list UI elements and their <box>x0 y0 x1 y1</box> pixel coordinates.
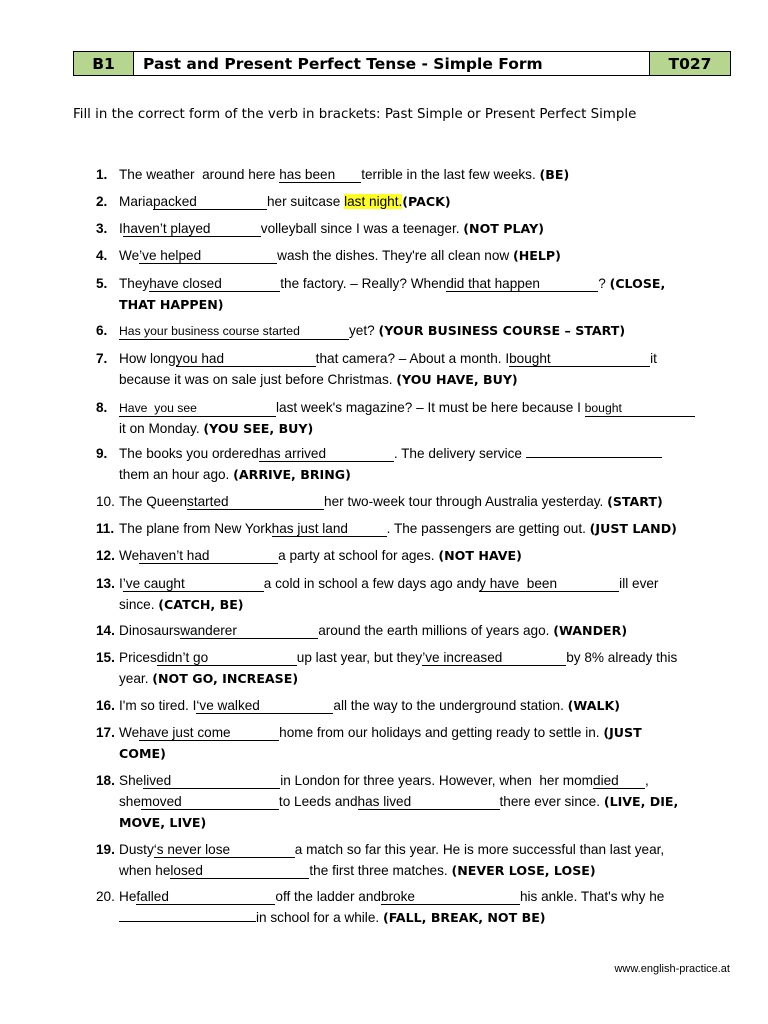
verb-hint: (LIVE, DIE, <box>603 794 679 809</box>
verb-hint: (ARRIVE, BRING) <box>233 467 351 482</box>
answer-blank[interactable]: started <box>187 494 324 510</box>
verb-hint: (BE) <box>539 167 570 182</box>
question-number: 9. <box>96 446 108 461</box>
answer-blank[interactable]: lived <box>143 773 280 789</box>
question-number: 17. <box>96 725 115 740</box>
question-12: 12. Wehaven’t had a party at school for ages. (NOT HAVE) <box>96 545 746 566</box>
question-18: 18. Shelived in London for three years. However, when her momdied , shemoved to Leeds andhas lived there ever since. (LIVE, DIE, MOVE, LIVE) <box>96 770 746 833</box>
verb-hint: COME) <box>119 746 166 761</box>
question-number: 19. <box>96 842 115 857</box>
question-number: 11. <box>96 521 115 536</box>
worksheet-title: Past and Present Perfect Tense - Simple Form <box>134 52 650 75</box>
question-number: 10. <box>96 494 115 509</box>
question-5: 5. Theyhave closed the factory. – Really? Whendid that happen ? (CLOSE, THAT HAPPEN) <box>96 273 746 315</box>
footer-url: www.english-practice.at <box>614 963 730 975</box>
answer-blank[interactable]: losed <box>170 863 309 879</box>
question-number: 13. <box>96 576 115 591</box>
question-number: 12. <box>96 548 115 563</box>
question-11: 11. The plane from New Yorkhas just land . The passengers are getting out. (JUST LAND) <box>96 518 746 539</box>
answer-blank[interactable]: y have been <box>479 576 619 592</box>
verb-hint: MOVE, LIVE) <box>119 815 207 830</box>
level-label: B1 <box>74 52 134 75</box>
verb-hint: (NOT GO, INCREASE) <box>152 671 299 686</box>
answer-blank[interactable]: broke <box>381 889 520 905</box>
answer-blank[interactable]: ‘ve walked <box>196 698 333 714</box>
answer-blank[interactable]: did that happen <box>446 276 598 292</box>
question-16: 16. I'm so tired. I‘ve walked all the way to the underground station. (WALK) <box>96 695 746 716</box>
question-7: 7. How longyou had that camera? – About a month. Ibought it because it was on sale just before Christmas. (YOU HAVE, BUY) <box>96 348 746 390</box>
question-number: 18. <box>96 773 115 788</box>
question-number: 5. <box>96 276 108 291</box>
worksheet-code: T027 <box>650 52 730 75</box>
verb-hint: (NEVER LOSE, LOSE) <box>451 863 596 878</box>
answer-blank[interactable]: ‘s never lose <box>154 842 295 858</box>
answer-blank[interactable]: have closed <box>149 276 280 292</box>
answer-blank[interactable]: died <box>593 773 645 789</box>
highlighted-text: last night. <box>344 194 403 209</box>
answer-blank[interactable]: has arrived <box>259 446 394 462</box>
answer-blank[interactable] <box>119 921 256 922</box>
verb-hint: (YOU HAVE, BUY) <box>396 372 518 387</box>
question-number: 20. <box>96 889 115 904</box>
question-number: 4. <box>96 248 108 263</box>
question-number: 14. <box>96 623 115 638</box>
answer-blank[interactable]: didn’t go <box>157 650 297 666</box>
verb-hint: (HELP) <box>513 248 561 263</box>
answer-blank[interactable]: wanderer <box>180 623 318 639</box>
question-14: 14. Dinosaurswanderer around the earth millions of years ago. (WANDER) <box>96 620 746 641</box>
answer-blank[interactable]: has been <box>279 167 361 183</box>
question-15: 15. Pricesdidn’t go up last year, but they’ve increased by 8% already this year. (NOT GO, INCREASE) <box>96 647 746 689</box>
question-number: 1. <box>96 167 108 182</box>
answer-blank[interactable]: packed <box>153 194 267 210</box>
verb-hint: (YOU SEE, BUY) <box>203 421 314 436</box>
answer-blank[interactable]: ’ve helped <box>139 248 277 264</box>
verb-hint: (NOT HAVE) <box>438 548 522 563</box>
answer-blank[interactable]: ’ve increased <box>422 650 566 666</box>
question-number: 3. <box>96 221 108 236</box>
question-number: 15. <box>96 650 115 665</box>
verb-hint: (JUST <box>603 725 642 740</box>
answer-blank[interactable]: have just come <box>139 725 279 741</box>
answer-blank[interactable]: falled <box>136 889 275 905</box>
question-4: 4. We’ve helped wash the dishes. They're all clean now (HELP) <box>96 245 746 266</box>
verb-hint: (CLOSE, <box>609 276 666 291</box>
verb-hint: THAT HAPPEN) <box>119 297 224 312</box>
answer-blank[interactable]: has lived <box>358 794 500 810</box>
question-8: 8. Have you see last week's magazine? – It must be here because I bought it on Monday. (YOU SEE, BUY) <box>96 397 746 439</box>
answer-blank[interactable]: Have you see <box>119 401 276 417</box>
question-1: 1. The weather around here has been terrible in the last few weeks. (BE) <box>96 164 746 185</box>
question-17: 17. Wehave just come home from our holidays and getting ready to settle in. (JUST COME) <box>96 722 746 764</box>
answer-blank[interactable]: has just land <box>272 521 387 537</box>
verb-hint: (START) <box>607 494 663 509</box>
verb-hint: (NOT PLAY) <box>463 221 544 236</box>
question-number: 16. <box>96 698 115 713</box>
question-9: 9. The books you orderedhas arrived . The delivery service them an hour ago. (ARRIVE, BRING) <box>96 443 746 485</box>
question-number: 2. <box>96 194 108 209</box>
answer-blank[interactable] <box>526 457 662 458</box>
question-10: 10. The Queenstarted her two-week tour through Australia yesterday. (START) <box>96 491 746 512</box>
question-number: 7. <box>96 351 108 366</box>
question-20: 20. Hefalled off the ladder andbroke his ankle. That's why he in school for a while. (FALL, BREAK, NOT BE) <box>96 886 746 928</box>
answer-blank[interactable]: moved <box>141 794 279 810</box>
verb-hint: (WALK) <box>567 698 621 713</box>
answer-blank[interactable]: ’ve caught <box>123 576 264 592</box>
question-19: 19. Dusty‘s never lose a match so far this year. He is more successful than last year, when helosed the first three matches. (NEVER LOSE, LOSE) <box>96 839 746 881</box>
verb-hint: (WANDER) <box>553 623 628 638</box>
question-13: 13. I’ve caught a cold in school a few days ago andy have been ill ever since. (CATCH, BE) <box>96 573 746 615</box>
worksheet-header <box>73 51 731 76</box>
verb-hint: (PACK) <box>402 194 451 209</box>
answer-blank[interactable]: you had <box>176 351 316 367</box>
question-number: 8. <box>96 400 108 415</box>
verb-hint: (FALL, BREAK, NOT BE) <box>382 910 546 925</box>
answer-blank[interactable]: Has your business course started <box>119 324 349 340</box>
verb-hint: (JUST LAND) <box>589 521 677 536</box>
question-2: 2. Mariapacked her suitcase last night.(PACK) <box>96 191 746 212</box>
answer-blank[interactable]: bought <box>585 401 695 417</box>
verb-hint: (YOUR BUSINESS COURSE – START) <box>378 323 626 338</box>
question-3: 3. Ihaven’t played volleyball since I was a teenager. (NOT PLAY) <box>96 218 746 239</box>
question-6: 6. Has your business course started yet? (YOUR BUSINESS COURSE – START) <box>96 320 746 341</box>
answer-blank[interactable]: haven’t had <box>139 548 278 564</box>
answer-blank[interactable]: bought <box>509 351 650 367</box>
verb-hint: (CATCH, BE) <box>158 597 244 612</box>
question-number: 6. <box>96 323 108 338</box>
answer-blank[interactable]: haven’t played <box>123 221 261 237</box>
instructions: Fill in the correct form of the verb in brackets: Past Simple or Present Perfect Simple <box>73 107 637 122</box>
